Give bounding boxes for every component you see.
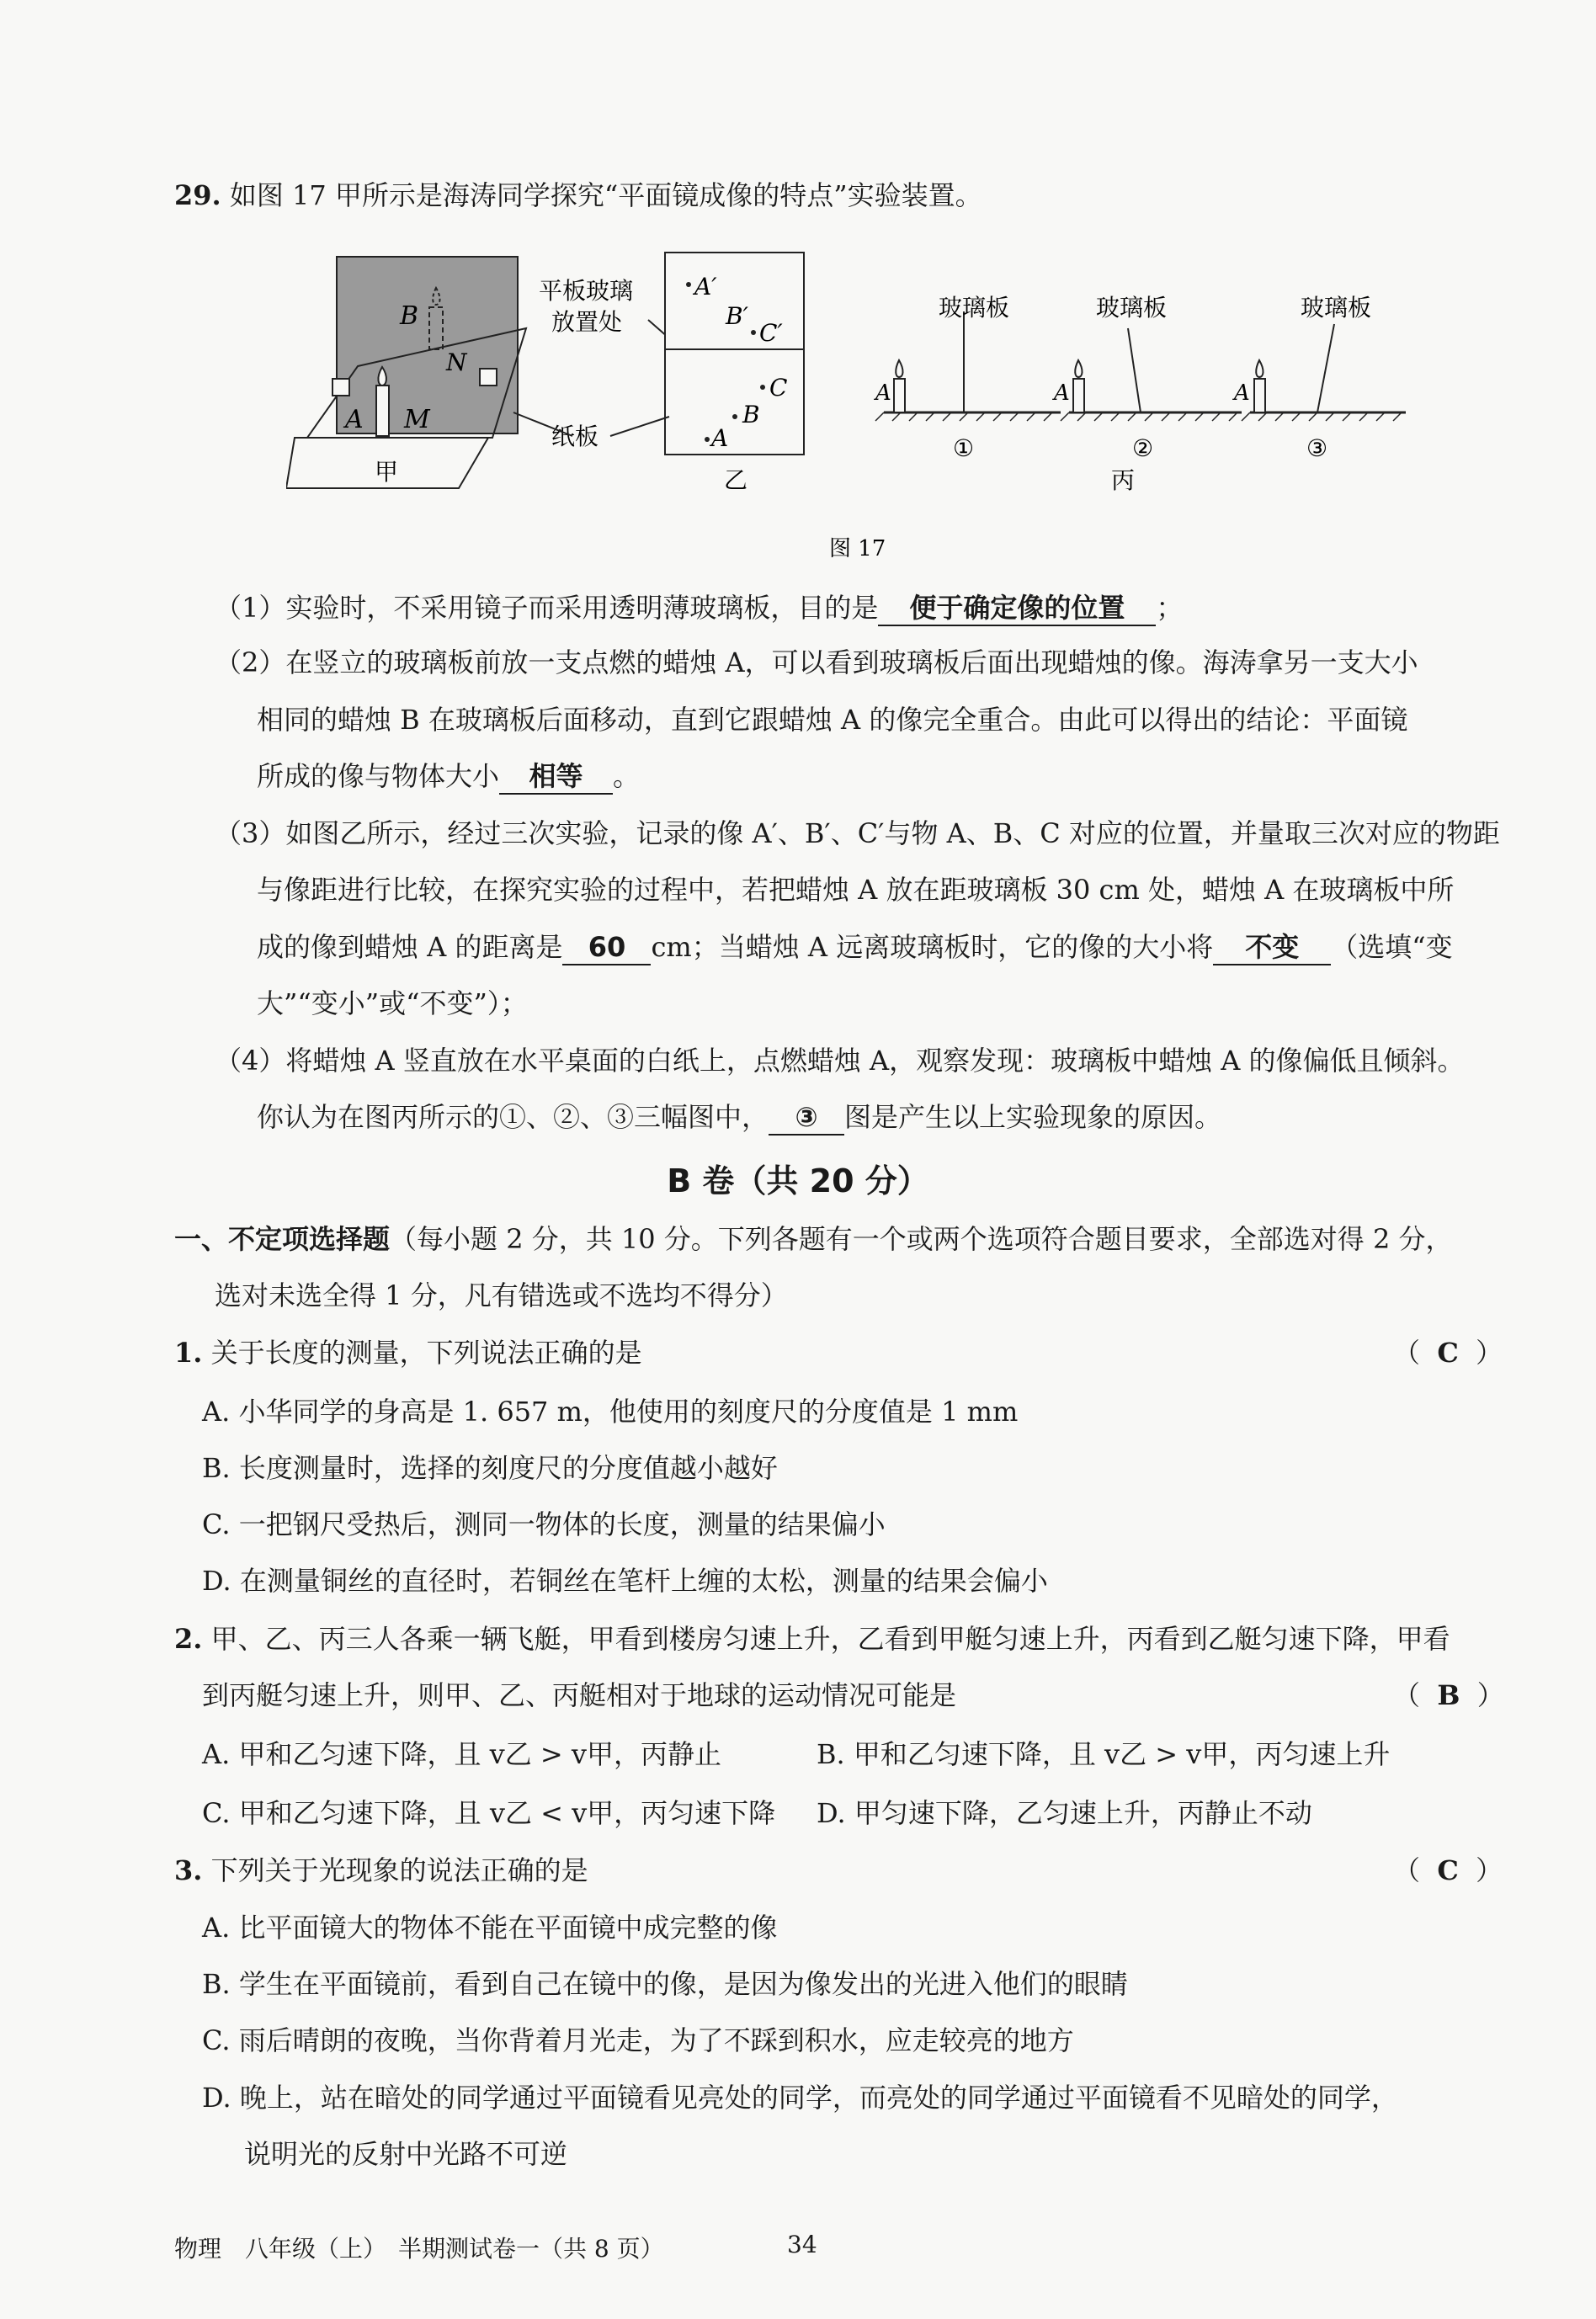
bing-num-1: ①	[953, 434, 975, 462]
question-1-answer: （ C ）	[1393, 1337, 1503, 1369]
q29-p3-answer-2: 不变	[1213, 930, 1331, 965]
q29-part3-line1: （3）如图乙所示，经过三次实验，记录的像 A′、B′、C′与物 A、B、C 对应的位置，并量取三次对应的物距	[215, 817, 1500, 849]
bing-glass-label-3: 玻璃板	[1301, 294, 1372, 322]
question-2-stem-line1	[174, 1620, 1450, 1657]
section-b-intro-heading: 一、不定项选择题	[174, 1223, 391, 1255]
question-2-text-1: 甲、乙、丙三人各乘一辆飞艇，甲看到楼房匀速上升，乙看到甲艇匀速上升，丙看到乙艇匀速下降，甲看	[210, 1623, 1450, 1655]
question-3-option-d: D. 晚上，站在暗处的同学通过平面镜看见亮处的同学，而亮处的同学通过平面镜看不见暗处的同学，	[202, 2082, 1398, 2114]
question-1-option-d: D. 在测量铜丝的直径时，若铜丝在笔杆上缠的太松，测量的结果会偏小	[202, 1565, 1048, 1597]
bing-num-3: ③	[1306, 434, 1328, 462]
q29-p3-answer-1: 60	[562, 930, 651, 965]
q29-part3-line3	[257, 928, 1453, 965]
q29-p2-text: 所成的像与物体大小	[257, 760, 500, 792]
q29-stem	[174, 177, 982, 214]
question-3-number: 3.	[174, 1854, 203, 1886]
yi-label: 乙	[724, 466, 748, 494]
q29-p4-text: 你认为在图丙所示的①、②、③三幅图中，	[257, 1101, 769, 1133]
jia-letter-a: A	[345, 405, 364, 434]
q29-part3-line4: 大”“变小”或“不变”）；	[257, 987, 528, 1019]
q29-p4-end: 图是产生以上实验现象的原因。	[844, 1101, 1222, 1133]
yi-glass-label-2: 放置处	[551, 308, 623, 336]
question-2-option-c: C. 甲和乙匀速下降，且 v乙 < v甲，丙匀速下降	[202, 1797, 776, 1829]
question-2-answer: （ B ）	[1393, 1679, 1504, 1711]
question-3-answer: （ C ）	[1393, 1854, 1503, 1886]
bing-glass-label-1: 玻璃板	[939, 294, 1010, 322]
q29-part4-line1: （4）将蜡烛 A 竖直放在水平桌面的白纸上，点燃蜡烛 A，观察发现：玻璃板中蜡烛 A 的像偏低且倾斜。	[215, 1045, 1465, 1077]
q29-p3-end: （选填“变	[1331, 931, 1453, 963]
question-3-option-a: A. 比平面镜大的物体不能在平面镜中成完整的像	[202, 1912, 778, 1944]
question-3-answer-letter: C	[1437, 1854, 1459, 1886]
question-3-option-c: C. 雨后晴朗的夜晚，当你背着月光走，为了不踩到积水，应走较亮的地方	[202, 2024, 1074, 2056]
q29-part3-line2: 与像距进行比较，在探究实验的过程中，若把蜡烛 A 放在距玻璃板 30 cm 处，蜡烛 A 在玻璃板中所	[257, 874, 1455, 906]
jia-letter-m: M	[404, 405, 430, 434]
question-3-text: 下列关于光现象的说法正确的是	[210, 1854, 588, 1886]
section-b-intro-line1	[174, 1221, 1453, 1258]
section-b-intro-text: （每小题 2 分，共 10 分。下列各题有一个或两个选项符合题目要求，全部选对得 2 分，	[390, 1223, 1453, 1255]
question-2-number: 2.	[174, 1623, 203, 1655]
question-2-option-a: A. 甲和乙匀速下降，且 v乙 > v甲，丙静止	[202, 1738, 721, 1770]
figure-yi	[513, 253, 804, 494]
yi-point-c: C	[769, 374, 788, 402]
q29-p1-end: ；	[1156, 592, 1184, 624]
figure-bing	[874, 294, 1406, 494]
question-1-text: 关于长度的测量，下列说法正确的是	[210, 1337, 642, 1369]
yi-point-b-prime: B′	[726, 302, 748, 330]
figure-caption: 图 17	[829, 536, 886, 561]
q29-part2-line1: （2）在竖立的玻璃板前放一支点燃的蜡烛 A，可以看到玻璃板后面出现蜡烛的像。海涛拿另一支大小	[215, 646, 1418, 678]
q29-p2-answer: 相等	[499, 759, 613, 795]
question-2-answer-letter: B	[1437, 1679, 1460, 1711]
q29-part4-line2	[257, 1098, 1221, 1136]
question-3-option-d-cont: 说明光的反射中光路不可逆	[244, 2138, 568, 2170]
q29-number: 29.	[174, 179, 221, 211]
bing-candle-label-3: A	[1234, 380, 1250, 406]
q29-p1-answer: 便于确定像的位置	[878, 591, 1156, 626]
q29-part1	[215, 589, 1183, 626]
yi-point-a: A	[711, 424, 729, 452]
question-1-answer-letter: C	[1437, 1337, 1459, 1369]
question-1-option-a: A. 小华同学的身高是 1. 657 m，他使用的刻度尺的分度值是 1 mm	[202, 1396, 1019, 1428]
figure-jia	[286, 257, 526, 488]
q29-p1-text: （1）实验时，不采用镜子而采用透明薄玻璃板，目的是	[215, 592, 879, 624]
question-1-option-b: B. 长度测量时，选择的刻度尺的分度值越小越好	[202, 1452, 778, 1484]
q29-stem-text: 如图 17 甲所示是海涛同学探究“平面镜成像的特点”实验装置。	[229, 179, 982, 211]
question-1-number: 1.	[174, 1337, 203, 1369]
question-1-stem	[174, 1334, 642, 1371]
bing-label: 丙	[1111, 466, 1136, 494]
yi-glass-label-1: 平板玻璃	[539, 277, 634, 305]
yi-point-c-prime: C′	[759, 319, 783, 347]
q29-p2-end: 。	[613, 760, 641, 792]
figure-17	[286, 244, 1465, 564]
q29-p3-text: 成的像到蜡烛 A 的距离是	[257, 931, 563, 963]
footer-left: 物理 八年级（上） 半期测试卷一（共 8 页）	[174, 2235, 664, 2263]
page-number: 34	[787, 2231, 817, 2258]
question-3-option-b: B. 学生在平面镜前，看到自己在镜中的像，是因为像发出的光进入他们的眼睛	[202, 1968, 1128, 2000]
jia-letter-n: N	[446, 348, 467, 376]
q29-part2-line2: 相同的蜡烛 B 在玻璃板后面移动，直到它跟蜡烛 A 的像完全重合。由此可以得出的结论：平面镜	[257, 704, 1408, 736]
yi-point-b: B	[742, 401, 760, 428]
bing-candle-label-1: A	[875, 380, 891, 406]
question-2-stem-line2: 到丙艇匀速上升，则甲、乙、丙艇相对于地球的运动情况可能是	[202, 1679, 957, 1711]
jia-label: 甲	[375, 458, 399, 486]
question-2-option-b: B. 甲和乙匀速下降，且 v乙 > v甲，丙匀速上升	[817, 1738, 1391, 1770]
jia-letter-b: B	[400, 301, 419, 331]
question-3-stem	[174, 1852, 588, 1889]
bing-candle-label-2: A	[1054, 380, 1070, 406]
yi-point-a-prime: A′	[694, 273, 717, 301]
q29-p3-mid: cm；当蜡烛 A 远离玻璃板时，它的像的大小将	[651, 931, 1214, 963]
q29-p4-answer: ③	[769, 1100, 844, 1136]
section-b-title: B 卷（共 20 分）	[667, 1162, 929, 1199]
bing-glass-label-2: 玻璃板	[1096, 294, 1168, 322]
bing-num-2: ②	[1132, 434, 1154, 462]
q29-part2-line3	[257, 758, 640, 795]
yi-board-label: 纸板	[551, 423, 599, 450]
question-1-option-c: C. 一把钢尺受热后，测同一物体的长度，测量的结果偏小	[202, 1508, 886, 1540]
section-b-intro-line2: 选对未选全得 1 分，凡有错选或不选均不得分）	[215, 1279, 788, 1311]
question-2-option-d: D. 甲匀速下降，乙匀速上升，丙静止不动	[817, 1797, 1312, 1829]
